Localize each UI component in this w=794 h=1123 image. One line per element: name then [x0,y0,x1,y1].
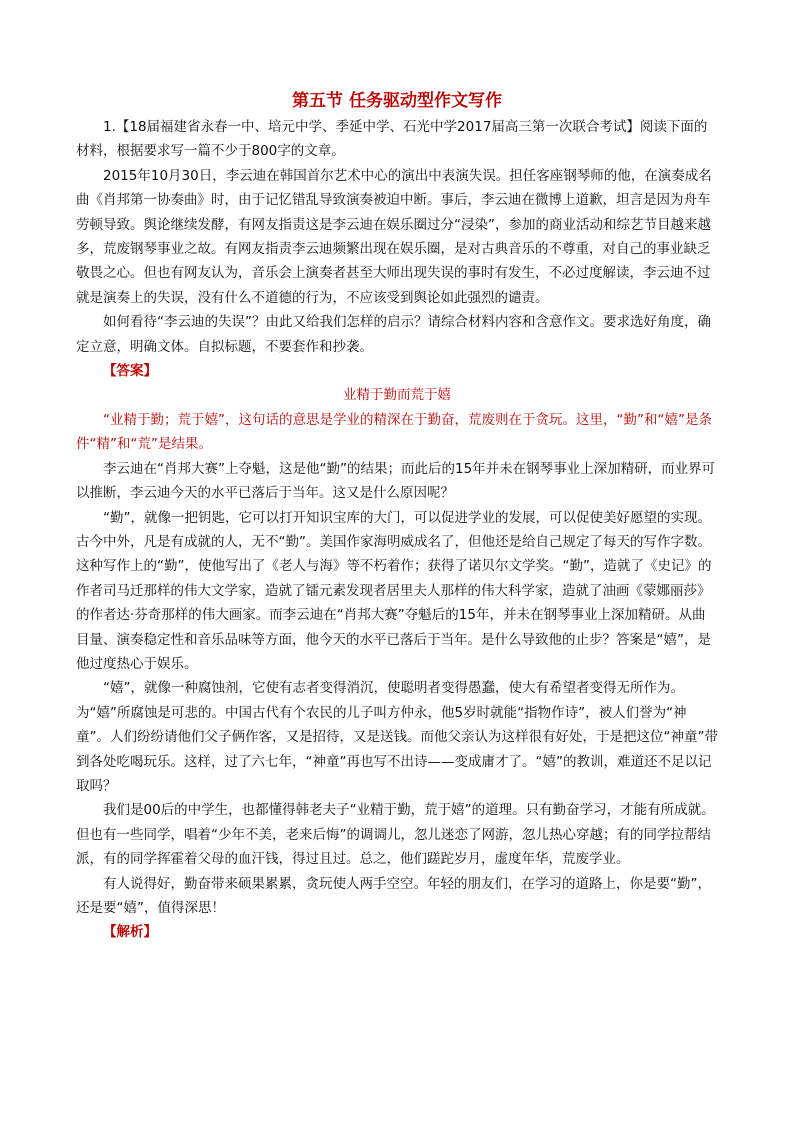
essay-paragraph: “业精于勤；荒于嬉”，这句话的意思是学业的精深在于勤奋，荒废则在于贪玩。这里，“勤”和“嬉”是条件“精”和“荒”是结果。 [76,411,712,453]
essay-paragraph: 李云迪在“肖邦大赛”上夺魁，这是他“勤”的结果；而此后的15年并未在钢琴事业上深加精研，而业界可以推断，李云迪今天的水平已落后于当年。这又是什么原因呢？ [76,460,716,502]
essay-paragraph: “嬉”，就像一种腐蚀剂，它使有志者变得消沉，使聪明者变得愚蠢，使大有希望者变得无所作为。为“嬉”所腐蚀是可悲的。中国古代有个农民的儿子叫方仲永，他5岁时就能“指物作诗”，被人们誉为“神童”。人们纷纷请他们父子俩作客，又是招待，又是送钱。而他父亲认为这样很有好处，于是把这位“神童”带到各处吃喝玩乐。这样，过了六七年，“神童”再也写不出诗——变成庸才了。“嬉”的教训，难道还不足以记取吗？ [76,680,718,794]
question-prompt: 1.【18届福建省永春一中、培元中学、季延中学、石光中学2017届高三第一次联合考试】阅读下面的材料，根据要求写一篇不少于800字的文章。 [76,119,708,160]
essay-paragraph: “勤”，就像一把钥匙，它可以打开知识宝库的大门，可以促进学业的发展，可以促使美好愿望的实现。古今中外，凡是有成就的人，无不“勤”。美国作家海明威成名了，但他还是给自己规定了每天的写作字数。这种写作上的“勤”，使他写出了《老人与海》等不朽着作；获得了诺贝尔文学奖。“勤”，造就了《史记》的作者司马迁那样的伟大文学家，造就了镭元素发现者居里夫人那样的伟大科学家，造就了油画《蒙娜丽莎》的作者达·芬奇那样的伟大画家。而李云迪在“肖邦大赛”夺魁后的15年，并未在钢琴事业上深加精研。从曲目量、演奏稳定性和音乐品味等方面，他今天的水平已落后于当年。是什么导致他的止步？答案是“嬉”，是他过度热心于娱乐。 [76,509,712,672]
analysis-label: 【解析】 [103,924,157,941]
essay-paragraph: 我们是00后的中学生，也都懂得韩老夫子“业精于勤，荒于嬉”的道理。只有勤奋学习，才能有所成就。但也有一些同学，唱着“少年不美，老来后悔”的调调儿，忽儿迷恋了网游，忽儿热心穿越；有的同学拉帮结派，有的同学挥霍着父母的血汗钱，得过且过。总之，他们蹉跎岁月，虚度年华，荒废学业。 [76,802,715,868]
answer-label: 【答案】 [103,363,157,380]
essay-paragraph: 有人说得好，勤奋带来硕果累累，贪玩使人两手空空。年轻的朋友们，在学习的道路上，你是要“勤”，还是要“嬉”，值得深思！ [76,875,711,916]
question-requirements: 如何看待“李云迪的失误”？由此又给我们怎样的启示？请综合材料内容和含意作文。要求选好角度，确定立意，明确文体。自拟标题，不要套作和抄袭。 [76,314,711,355]
question-material: 2015年10月30日，李云迪在韩国首尔艺术中心的演出中表演失误。担任客座钢琴师的他，在演奏成名曲《肖邦第一协奏曲》时，由于记忆错乱导致演奏被迫中断。事后，李云迪在微博上道歉，坦言是因为舟车劳顿导致。舆论继续发酵，有网友指责这是李云迪在娱乐圈过分“浸染”，参加的商业活动和综艺节目越来越多，荒废钢琴事业之故。有网友指责李云迪频繁出现在娱乐圈，是对古典音乐的不尊重，对自己的事业缺乏敬畏之心。但也有网友认为，音乐会上演奏者甚至大师出现失误的事时有发生，不必过度解读，李云迪不过就是演奏上的失误，没有什么不道德的行为，不应该受到舆论如此强烈的谴责。 [76,167,712,306]
essay-title: 业精于勤而荒于嬉 [343,387,451,404]
section-title: 第五节 任务驱动型作文写作 [292,91,502,111]
document-body [76,115,718,945]
